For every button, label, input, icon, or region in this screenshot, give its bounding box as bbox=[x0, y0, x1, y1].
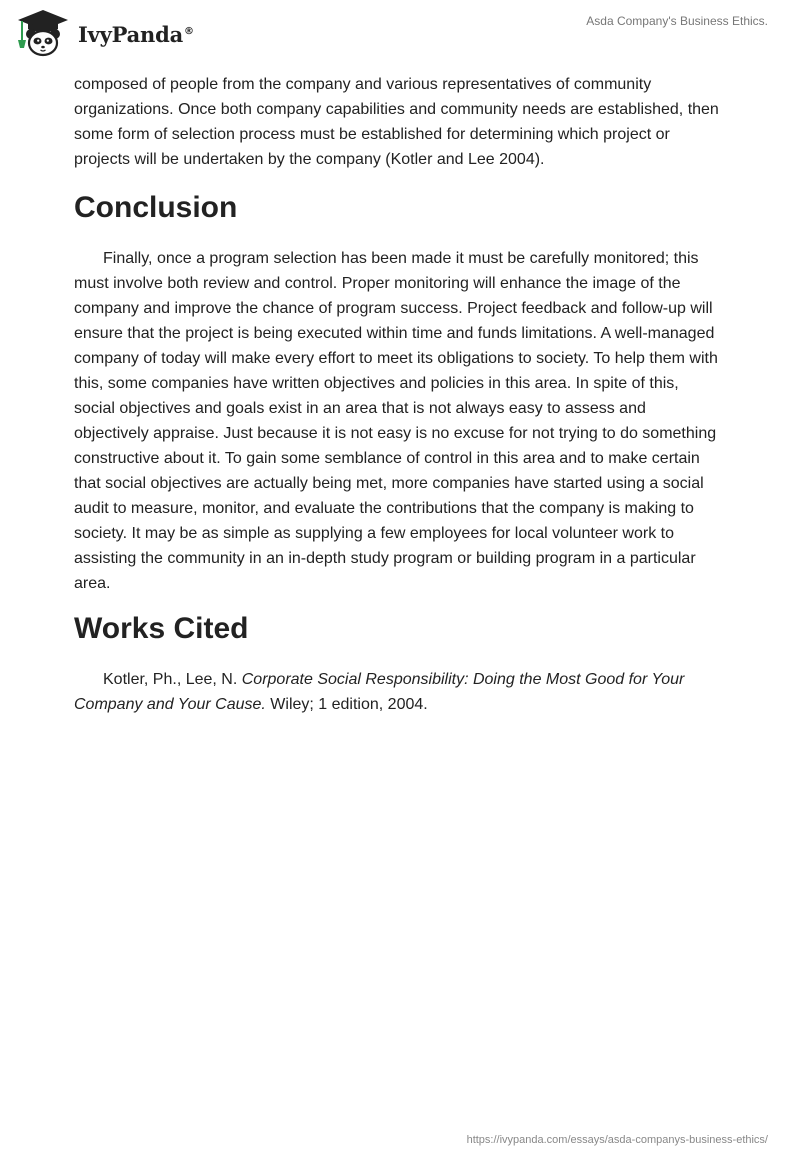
citation-entry bbox=[74, 667, 724, 717]
citation-authors: Kotler, Ph., Lee, N. bbox=[103, 671, 238, 688]
citation-title: Corporate Social Responsibility: Doing the Most Good for Your Company and Your Cause. bbox=[74, 671, 685, 713]
registered-mark: ® bbox=[184, 25, 194, 37]
source-url[interactable]: https://ivypanda.com/essays/asda-companys-business-ethics/ bbox=[466, 1134, 768, 1146]
conclusion-paragraph: Finally, once a program selection has been made it must be carefully monitored; this must involve both review and control. Proper monitoring will enhance the image of the company and improve the chance of program success. Project feedback and follow-up will ensure that the project is being executed within time and funds limitations. A well-managed company of today will make every effort to meet its obligations to society. To help them with this, some companies have written objectives and policies in this area. In spite of this, social objectives and goals exist in an area that is not always easy to assess and objectively appraise. Just because it is not easy is no excuse for not trying to do something constructive about it. To gain some semblance of control in this area and to make certain that social objectives are actually being met, more companies have started using a social audit to measure, monitor, and evaluate the contributions that the company is making to society. It may be as simple as supplying a few employees for local volunteer work to assisting the community in an in-depth study program or building program in a particular area. bbox=[74, 250, 718, 592]
essay-content bbox=[74, 72, 724, 717]
works-cited-heading: Works Cited bbox=[74, 612, 249, 645]
brand-name: IvyPanda® bbox=[78, 21, 194, 47]
intro-paragraph: composed of people from the company and various representatives of community organizations. Once both company capabilities and community needs are established, then some form of selection process must be established for determining which project or projects will be undertaken by the company (Kotler and Lee 2004). bbox=[74, 76, 719, 168]
citation-publisher: Wiley; 1 edition, 2004. bbox=[270, 696, 428, 713]
document-title: Asda Company's Business Ethics. bbox=[586, 14, 768, 28]
panda-graduate-icon bbox=[12, 8, 74, 58]
conclusion-heading: Conclusion bbox=[74, 191, 238, 224]
ivypanda-logo[interactable] bbox=[12, 8, 194, 58]
page-header bbox=[0, 0, 800, 60]
